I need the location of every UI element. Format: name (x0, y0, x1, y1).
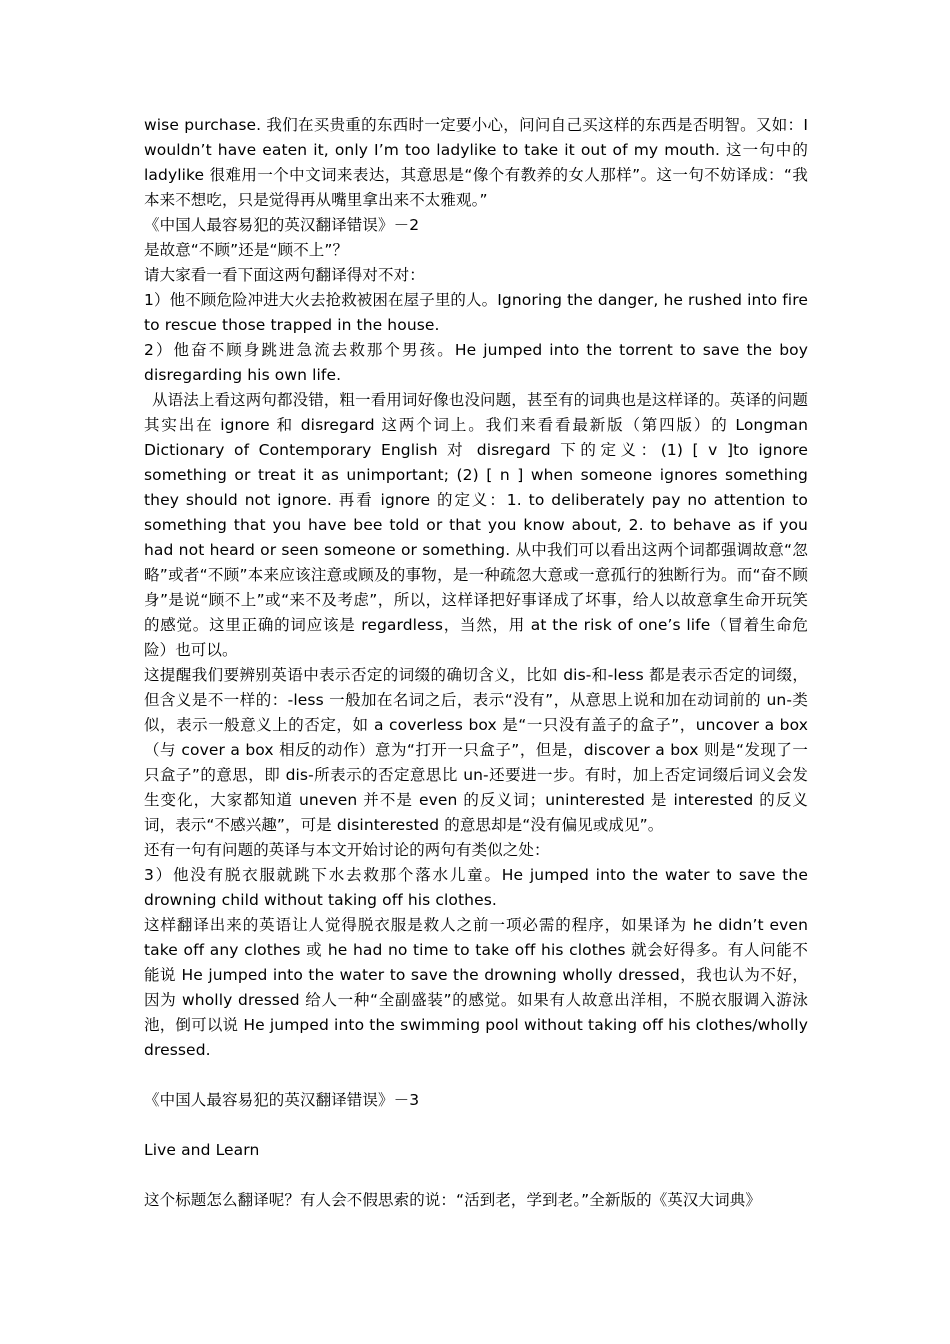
section-heading-2: 《中国人最容易犯的英汉翻译错误》－2 (144, 216, 420, 234)
paragraph-prompt: 请大家看一看下面这两句翻译得对不对： (144, 266, 425, 284)
subheading-question: 是故意“不顾”还是“顾不上”？ (144, 241, 349, 259)
example-sentence-3: 3）他没有脱衣服就跳下水去救那个落水儿童。He jumped into the water to save the drowning child without taking off his clothes. (144, 866, 808, 909)
paragraph-title-translation: 这个标题怎么翻译呢？有人会不假思索的说：“活到老，学到老。”全新版的《英汉大词典》 (144, 1191, 761, 1209)
example-sentence-2: 2）他奋不顾身跳进急流去救那个男孩。He jumped into the torrent to save the boy disregarding his own life. (144, 341, 808, 384)
section-heading-3: 《中国人最容易犯的英汉翻译错误》－3 (144, 1091, 420, 1109)
paragraph-clothes: 这样翻译出来的英语让人觉得脱衣服是救人之前一项必需的程序，如果译为 he didn’t even take off any clothes 或 he had no time to take off his clothes 就会好得多。有人问能不能说 He jumped into the water to save the drowning wholly dressed，我也认为不好，因为 wholly dressed 给人一种“全副盛装”的感觉。如果有人故意出洋相，不脱衣服调入游泳池，倒可以说 He jumped into the swimming pool without taking off his clothes/wholly dressed. (144, 916, 808, 1059)
subheading-live-and-learn: Live and Learn (144, 1141, 260, 1159)
paragraph-similar: 还有一句有问题的英译与本文开始讨论的两句有类似之处： (144, 841, 550, 859)
paragraph-analysis: 从语法上看这两句都没错，粗一看用词好像也没问题，甚至有的词典也是这样译的。英译的问题其实出在 ignore 和 disregard 这两个词上。我们来看看最新版（第四版）的 Longman Dictionary of Contemporary English 对 disregard 下的定义：(1) [ v ]to ignore something or treat it as unimportant; (2) [ n ] when someone ignores something they should not ignore. 再看 ignore 的定义：1. to deliberately pay no attention to something that you have bee told or that you know about, 2. to behave as if you had not heard or seen someone or something. 从中我们可以看出这两个词都强调故意“忽略”或者“不顾”本来应该注意或顾及的事物，是一种疏忽大意或一意孤行的独断行为。而“奋不顾身”是说“顾不上”或“来不及考虑”，所以，这样译把好事译成了坏事，给人以故意拿生命开玩笑的感觉。这里正确的词应该是 regardless，当然，用 at the risk of one’s life（冒着生命危险）也可以。 (144, 391, 808, 659)
paragraph-prefixes: 这提醒我们要辨别英语中表示否定的词缀的确切含义，比如 dis-和-less 都是表示否定的词缀，但含义是不一样的：-less 一般加在名词之后，表示“没有”，从意思上说和加在动词前的 un-类似，表示一般意义上的否定，如 a coverless box 是“一只没有盖子的盒子”，uncover a box（与 cover a box 相反的动作）意为“打开一只盒子”，但是，discover a box 则是“发现了一只盒子”的意思，即 dis-所表示的否定意思比 un-还要进一步。有时，加上否定词缀后词义会发生变化，大家都知道 uneven 并不是 even 的反义词；uninterested 是 interested 的反义词，表示“不感兴趣”，可是 disinterested 的意思却是“没有偏见或成见”。 (144, 666, 808, 834)
paragraph-ladylike: wise purchase. 我们在买贵重的东西时一定要小心，问问自己买这样的东西是否明智。又如：I wouldn’t have eaten it, only I’m too ladylike to take it out of my mouth. 这一句中的 ladylike 很难用一个中文词来表达，其意思是“像个有教养的女人那样”。这一句不妨译成：“我本来不想吃，只是觉得再从嘴里拿出来不太雅观。” (144, 116, 808, 209)
example-sentence-1: 1）他不顾危险冲进大火去抢救被困在屋子里的人。Ignoring the danger, he rushed into fire to rescue those trapped in the house. (144, 291, 808, 334)
document-body (144, 113, 808, 1213)
